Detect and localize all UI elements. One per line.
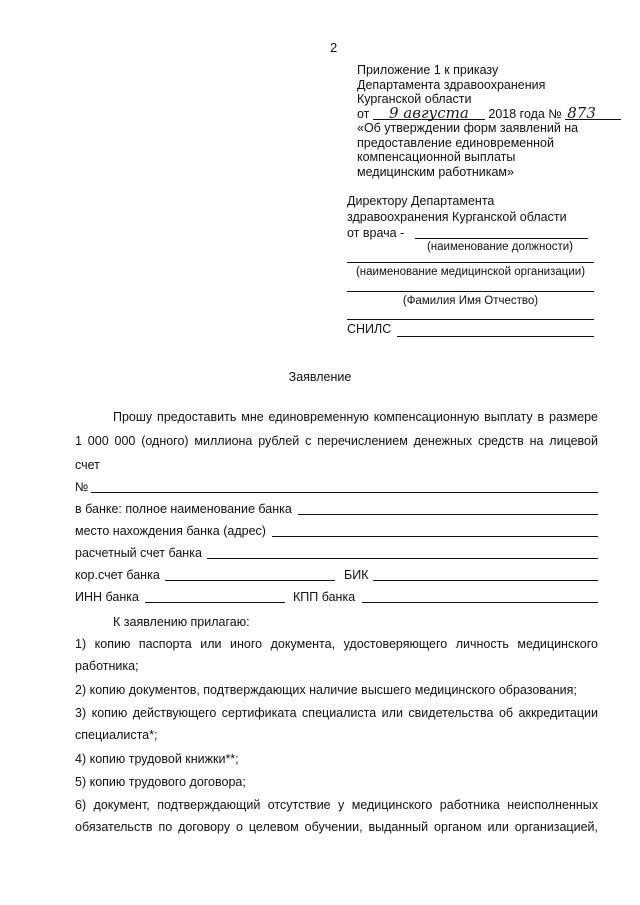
attachment-item-6-cont: обязательств по договору о целевом обучении, выданный органом или организацией,	[75, 820, 598, 834]
bank-name-field[interactable]	[298, 514, 598, 515]
appendix-date-line	[357, 103, 621, 122]
bik-label: БИК	[344, 568, 369, 582]
attachment-item-2: 2) копию документов, подтверждающих наличие высшего медицинского образования;	[75, 683, 577, 697]
attachment-item-4: 4) копию трудовой книжки**;	[75, 752, 239, 766]
attachment-item-1: 1) копию паспорта или иного документа, удостоверяющего личность медицинского	[75, 637, 598, 651]
position-hint: (наименование должности)	[426, 241, 574, 253]
snils-field[interactable]	[397, 336, 594, 337]
appendix-header	[357, 63, 621, 179]
snils-label: СНИЛС	[347, 322, 392, 336]
attachment-item-3-cont: специалиста*;	[75, 728, 158, 742]
inn-field[interactable]	[145, 602, 285, 603]
position-field[interactable]	[415, 238, 588, 239]
request-line-2: 1 000 000 (одного) миллиона рублей с перечислением денежных средств на лицевой	[75, 434, 598, 448]
extra-line-field[interactable]	[347, 319, 594, 320]
bank-address-label: место нахождения банка (адрес)	[75, 524, 266, 538]
bank-name-label: в банке: полное наименование банка	[75, 502, 292, 516]
appendix-line: Приложение 1 к приказу	[357, 63, 499, 77]
account-number-field[interactable]	[91, 492, 598, 493]
addressee-line: Директору Департамента	[347, 194, 495, 208]
addressee-line: здравоохранения Курганской области	[347, 210, 567, 224]
from-label: от врача -	[347, 226, 405, 240]
inn-label: ИНН банка	[75, 590, 139, 604]
attachment-item-3: 3) копию действующего сертификата специалиста или свидетельства об аккредитации	[75, 706, 598, 720]
attachment-item-5: 5) копию трудового договора;	[75, 775, 246, 789]
appendix-line: Департамента здравоохранения	[357, 77, 546, 92]
bank-address-field[interactable]	[272, 536, 598, 537]
attachment-item-6: 6) документ, подтверждающий отсутствие у медицинского работника неисполненных	[75, 798, 598, 812]
attachment-item-1-cont: работника;	[75, 659, 139, 673]
organization-hint: (наименование медицинской организации)	[355, 266, 586, 278]
full-name-field[interactable]	[347, 291, 594, 292]
appendix-line: предоставление единовременной	[357, 135, 554, 150]
handwritten-number: 873	[565, 107, 621, 120]
date-prefix: от	[357, 106, 370, 121]
corr-account-field[interactable]	[165, 580, 335, 581]
corr-account-label: кор.счет банка	[75, 568, 160, 582]
date-year: 2018 года №	[488, 106, 562, 121]
page-number: 2	[330, 40, 338, 55]
settlement-account-label: расчетный счет банка	[75, 546, 202, 560]
request-line-1: Прошу предоставить мне единовременную компенсационную выплату в размере	[113, 410, 598, 424]
organization-field[interactable]	[347, 262, 594, 263]
account-number-label: №	[75, 480, 89, 494]
kpp-field[interactable]	[362, 602, 598, 603]
appendix-line: медицинским работникам»	[357, 164, 514, 179]
appendix-line: компенсационной выплаты	[357, 150, 516, 164]
attachments-intro: К заявлению прилагаю:	[113, 615, 250, 629]
request-line-3: счет	[75, 458, 100, 472]
appendix-line: «Об утверждении форм заявлений на	[357, 121, 579, 135]
kpp-label: КПП банка	[293, 590, 356, 604]
appendix-line: Курганской области	[357, 92, 472, 106]
settlement-account-field[interactable]	[207, 558, 598, 559]
document-title: Заявление	[288, 370, 352, 384]
full-name-hint: (Фамилия Имя Отчество)	[402, 295, 539, 307]
handwritten-date: 9 августа	[373, 107, 485, 120]
bik-field[interactable]	[373, 580, 598, 581]
